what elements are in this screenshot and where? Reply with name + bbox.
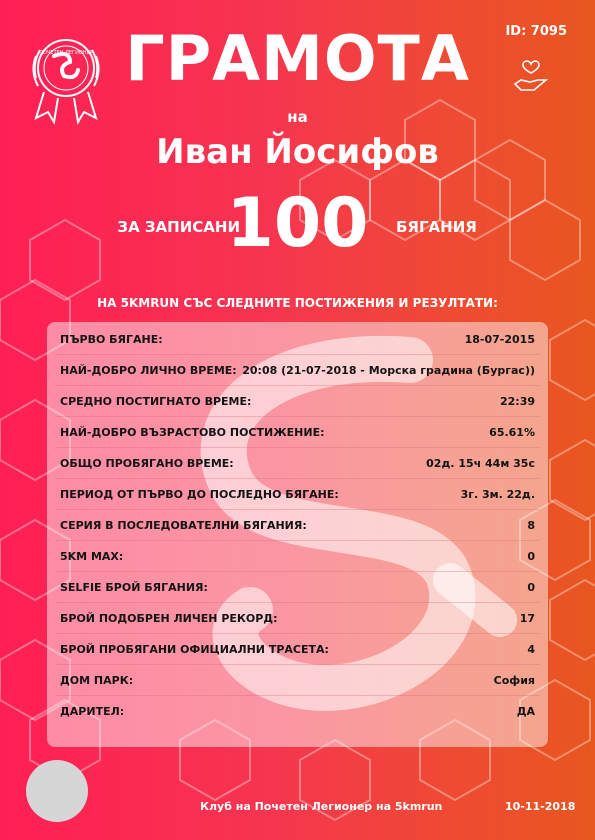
stat-value: 4: [527, 642, 535, 656]
stat-row: [56, 324, 539, 355]
stat-value: 02д. 15ч 44м 35с: [426, 456, 535, 470]
runs-count: 100: [226, 184, 369, 263]
stat-label: SELFIE БРОЙ БЯГАНИЯ:: [60, 580, 208, 594]
stat-value: 18-07-2015: [464, 332, 535, 346]
seal-placeholder: [26, 760, 88, 822]
stat-label: БРОЙ ПОДОБРЕН ЛИЧЕН РЕКОРД:: [60, 611, 278, 625]
stat-value: 20:08 (21-07-2018 - Морска градина (Бургас)): [242, 363, 535, 377]
stat-label: ДАРИТЕЛ:: [60, 704, 125, 718]
stat-label: БРОЙ ПРОБЯГАНИ ОФИЦИАЛНИ ТРАСЕТА:: [60, 642, 329, 656]
achievements-subtitle: НА 5KMRUN СЪС СЛЕДНИТЕ ПОСТИЖЕНИЯ И РЕЗУЛТАТИ:: [97, 296, 498, 310]
for-recorded-label: ЗА ЗАПИСАНИ: [117, 218, 240, 236]
stats-list: [47, 322, 548, 726]
svg-text:ПОЧЕТЕН ЛЕГИОНЕР: ПОЧЕТЕН ЛЕГИОНЕР: [39, 50, 93, 56]
recipient-name: Иван Йосифов: [156, 132, 439, 172]
club-name: Клуб на Почетен Легионер на 5kmrun: [200, 800, 443, 813]
stat-label: НАЙ-ДОБРО ВЪЗРАСТОВО ПОСТИЖЕНИЕ:: [60, 425, 325, 439]
stat-row: [56, 386, 539, 417]
stat-value: 17: [519, 611, 535, 625]
stat-label: СРЕДНО ПОСТИГНАТО ВРЕМЕ:: [60, 394, 252, 408]
stat-row: [56, 665, 539, 696]
stat-value: 0: [527, 549, 535, 563]
stat-row: [56, 479, 539, 510]
stat-row: [56, 572, 539, 603]
stat-value: 3г. 3м. 22д.: [460, 487, 535, 501]
stat-row: [56, 417, 539, 448]
stat-label: СЕРИЯ В ПОСЛЕДОВАТЕЛНИ БЯГАНИЯ:: [60, 518, 307, 532]
stat-value: 8: [527, 518, 535, 532]
certificate-title: ГРАМОТА: [125, 22, 470, 95]
recipient-prefix: на: [287, 108, 308, 126]
certificate-id: ID: 7095: [505, 24, 567, 39]
stat-label: НАЙ-ДОБРО ЛИЧНО ВРЕМЕ:: [60, 363, 237, 377]
stat-label: ОБЩО ПРОБЯГАНО ВРЕМЕ:: [60, 456, 234, 470]
stat-row: [56, 355, 539, 386]
stat-row: [56, 696, 539, 726]
runs-label: БЯГАНИЯ: [396, 218, 477, 236]
stat-label: ПЕРИОД ОТ ПЪРВО ДО ПОСЛЕДНО БЯГАНЕ:: [60, 487, 339, 501]
stat-value: ДА: [516, 704, 535, 718]
issue-date: 10-11-2018: [505, 800, 576, 813]
stat-row: [56, 510, 539, 541]
stat-value: София: [493, 673, 535, 687]
stat-row: [56, 634, 539, 665]
stat-label: ДОМ ПАРК:: [60, 673, 134, 687]
stat-row: [56, 448, 539, 479]
stat-row: [56, 541, 539, 572]
stat-value: 0: [527, 580, 535, 594]
stat-value: 65.61%: [489, 425, 535, 439]
stat-label: ПЪРВО БЯГАНЕ:: [60, 332, 163, 346]
stat-label: 5KM MAX:: [60, 549, 124, 563]
stat-row: [56, 603, 539, 634]
stat-value: 22:39: [499, 394, 535, 408]
